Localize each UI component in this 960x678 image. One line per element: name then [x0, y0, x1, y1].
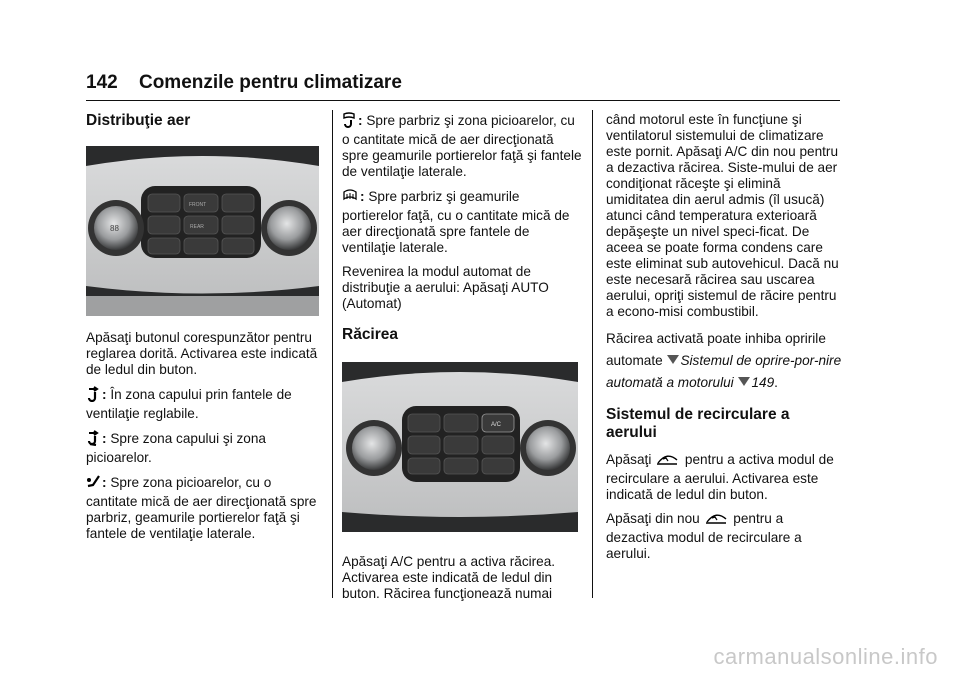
column-2 — [342, 112, 582, 610]
page-title: Comenzile pentru climatizare — [138, 72, 402, 93]
column-1 — [86, 112, 322, 550]
page-number: 142 — [86, 72, 118, 93]
page-arrow-icon — [738, 377, 750, 386]
reference-page-number[interactable]: 149 — [751, 375, 775, 390]
defrost-feet-icon — [342, 112, 356, 132]
front-label: FRONT — [189, 202, 207, 208]
climate-panel-photo — [86, 146, 319, 316]
defrost-icon — [342, 188, 358, 208]
section-heading-cooling: Răcirea — [342, 326, 399, 343]
ac-panel-photo — [342, 362, 578, 532]
item-head-vents: : În zona capului prin fantele de ventilaţie reglabile. — [86, 387, 292, 421]
paragraph-press-button: Apăsaţi butonul corespunzător pentru reglarea dorită. Activarea este indicată de ledul din buton. — [86, 330, 318, 377]
item-windshield-feet: : Spre parbriz şi zona picioarelor, cu o cantitate mică de aer direcţionată spre geamurile portierelor faţă şi fantele de ventilaţie laterale. — [342, 113, 582, 179]
item-windshield-windows: : Spre parbriz şi geamurile portierelor faţă, cu o cantitate mică de aer direcţionată spre fantele de ventilaţie laterale. — [342, 189, 570, 255]
ac-button-label: A/C — [491, 422, 502, 428]
ac-panel-image — [342, 362, 578, 532]
paragraph-ac-details: când motorul este în funcţiune şi ventilatorul sistemului de climatizare este pornit. Apăsaţi A/C din nou pentru a dezactiva răcirea. Siste-mului de aer condiţionat răceşte şi elimină umiditatea din aerul admis (îl usucă) atunci când temperatura exterioară depăşeşte un nivel speci-ficat. De aceea se poate forma condens care este eliminat sub autovehicul. Dacă nu este necesară răcirea sau uscarea aerului, opriţi sistemul de răcire pentru a econo-misi combustibil. — [606, 112, 839, 319]
airflow-feet-icon — [86, 474, 100, 494]
left-knob-value: 88 — [110, 224, 119, 233]
paragraph-auto-mode: Revenirea la modul automat de distribuţie a aerului: Apăsaţi AUTO (Automat) — [342, 264, 549, 311]
recirculation-icon — [655, 453, 679, 471]
column-3 — [606, 112, 842, 570]
climate-panel-image — [86, 146, 319, 316]
airflow-face-feet-icon — [86, 430, 100, 450]
paragraph-autostop: Răcirea activată poate inhiba opririle automate Sistemul de oprire-por-nire automată a motorului 149. — [606, 331, 842, 390]
paragraph-recirc-on: Apăsaţi pentru a activa modul de recirculare a aerului. Activarea este indicată de ledul din buton. — [606, 452, 834, 502]
airflow-face-icon — [86, 386, 100, 406]
paragraph-recirc-off: Apăsaţi din nou pentru a dezactiva modul de recirculare a aerului. — [606, 511, 802, 561]
column-divider-2 — [592, 110, 593, 598]
reference-arrow-icon — [667, 355, 679, 364]
autostop-reference[interactable]: Sistemul de oprire-por-nire automată a motorului — [606, 353, 842, 390]
item-head-feet: : Spre zona capului şi zona picioarelor. — [86, 431, 266, 465]
page-header — [86, 72, 402, 94]
section-heading-air-distribution: Distribuţie aer — [86, 112, 191, 129]
watermark: carmanualsonline.info — [713, 644, 938, 669]
header-rule — [86, 100, 840, 101]
rear-label: REAR — [190, 224, 204, 230]
section-heading-recirculation: Sistemul de recirculare a aerului — [606, 406, 790, 441]
column-divider-1 — [332, 110, 333, 598]
item-feet: : Spre zona picioarelor, cu o cantitate mică de aer direcţionată spre parbriz, geamurile portierelor faţă şi fantele de ventilaţie laterale. — [86, 475, 317, 541]
paragraph-ac-press: Apăsaţi A/C pentru a activa răcirea. Activarea este indicată de ledul din buton. Răcirea funcţionează numai — [342, 554, 556, 601]
recirculation-icon-2 — [704, 512, 728, 530]
